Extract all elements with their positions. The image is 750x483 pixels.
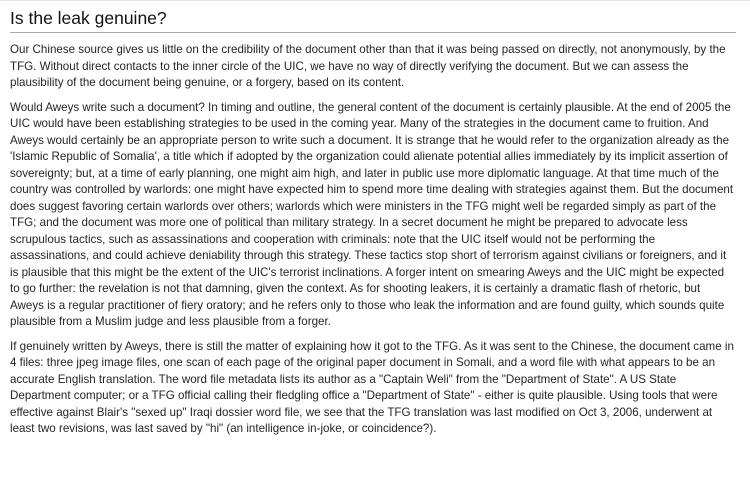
section-heading: Is the leak genuine?	[10, 6, 736, 33]
paragraph-credibility: Our Chinese source gives us little on the credibility of the document other than that it was being passed on directly, not anonymously, by the TFG. Without direct contacts to the inner circle of the UIC, we have no way of directly verifying the document. But we can assess the plausibility of the document being genuine, or a forgery, based on its content.	[10, 43, 726, 89]
top-divider	[0, 0, 750, 1]
section-body	[10, 42, 736, 438]
paragraph-document-origin: If genuinely written by Aweys, there is still the matter of explaining how it got to the TFG. As it was sent to the Chinese, the document came in 4 files: three jpeg image files, one scan of each page of the original paper document in Somali, and a word file with what appears to be an accurate English translation. The word file metadata lists its author as a "Captain Weli" from the "Department of State". A US State Department computer; or a TFG official calling their fledgling office a "Department of State" - either is quite plausible. Using tools that were effective against Blair's "sexed up" Iraqi dossier word file, we see that the TFG translation was last modified on Oct 3, 2006, underwent at least two revisions, was last saved by "hi" (an intelligence in-joke, or coincidence?).	[10, 339, 734, 435]
paragraph-aweys-authorship: Would Aweys write such a document? In timing and outline, the general content of the document is certainly plausible. At the end of 2005 the UIC would have been establishing strategies to be used in the coming year. Many of the strategies in the document came to fruition. And Aweys would certainly be an appropriate person to write such a document. It is strange that he would refer to the organization already as the 'Islamic Republic of Somalia', a title which if adopted by the organization could alienate potential allies immediately by its implicit assertion of sovereignty; but, at a time of early planning, one might aim high, and later in public use more diplomatic language. At that time much of the country was controlled by warlords: one might have expected him to spend more time dealing with strategies against them. But the document does suggest favoring certain warlords over others; warlords which were ministers in the TFG might well be regarded simply as part of the TFG; and the document was more one of political than military strategy. In a secret document he might be prepared to advocate less scrupulous tactics, such as assassinations and cooperation with criminals: note that the UIC itself would not be performing the assassinations, and could achieve deniability through this strategy. These tactics stop short of terrorism against civilians or foreigners, and it is plausible that this might be the extent of the UIC's terrorist inclinations. A forger intent on smearing Aweys and the UIC might be expected to go further: the revelation is not that damning, given the context. As for shooting leakers, it is certainly a dramatic flash of rhetoric, but Aweys is a regular practitioner of fiery oratory; and he refers only to those who leak the information and are found guilty, which sounds quite plausible from a Muslim judge and less plausible from a forger.	[10, 100, 734, 328]
